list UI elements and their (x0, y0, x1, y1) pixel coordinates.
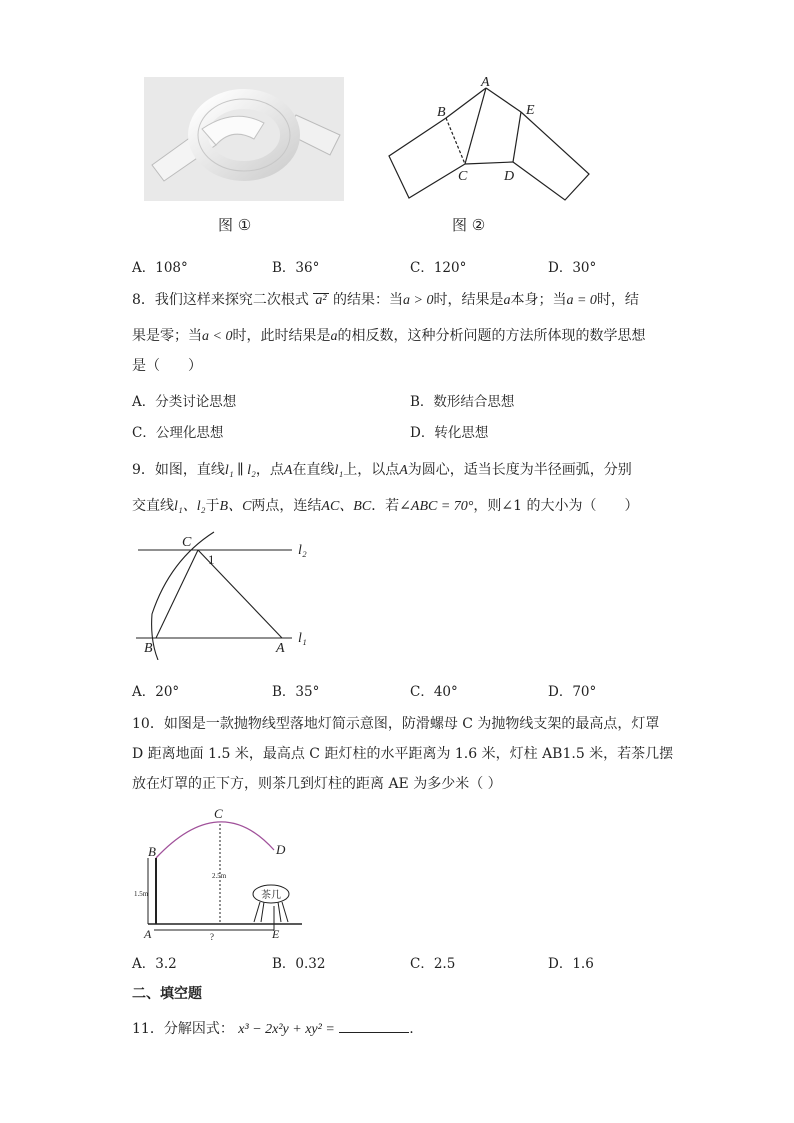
q11-answer-blank[interactable] (339, 1018, 409, 1033)
figure-2-caption: 图 ② (452, 216, 486, 234)
svg-text:A: A (276, 641, 285, 656)
q7-option-d[interactable]: D．30° (548, 260, 597, 276)
q10-figure (130, 802, 310, 942)
fig2-label-b: B (437, 105, 446, 120)
svg-text:l₁: l₁ (298, 631, 307, 646)
figure-2-diagram (385, 76, 595, 206)
svg-text:1: 1 (208, 552, 215, 567)
svg-text:C: C (214, 806, 223, 821)
q7-option-c[interactable]: C．120° (410, 260, 467, 276)
fig2-label-e: E (526, 103, 535, 118)
q7-option-a[interactable]: A．108° (132, 260, 188, 276)
q10-option-a[interactable]: A．3.2 (132, 956, 177, 972)
q9-line-2: 交直线l₁、l₂于B、C两点，连结AC、BC．若∠ABC = 70°，则∠1 的大小为（ ） (132, 498, 639, 514)
q8-option-c[interactable]: C．公理化思想 (132, 425, 224, 441)
q9-figure (130, 530, 330, 660)
svg-text:A: A (144, 927, 152, 941)
q11-line: 11．分解因式： x³ − 2x²y + xy² = . (132, 1018, 414, 1040)
q7-option-b[interactable]: B．36° (272, 260, 320, 276)
sqrt-expression: a² (315, 293, 327, 308)
q9-option-b[interactable]: B．35° (272, 684, 320, 700)
svg-text:E: E (272, 927, 280, 941)
svg-text:B: B (144, 641, 153, 656)
svg-text:C: C (182, 535, 192, 550)
q8-option-a[interactable]: A．分类讨论思想 (132, 394, 237, 410)
q9-line-1: 9．如图，直线l₁ ∥ l₂，点A在直线l₁上，以点A为圆心，适当长度为半径画弧，分别 (132, 462, 632, 478)
svg-text:D: D (276, 842, 286, 857)
q8-line-2: 果是零；当a < 0时，此时结果是a的相反数，这种分析问题的方法所体现的数学思想 (132, 328, 646, 344)
q8-option-b[interactable]: B．数形结合思想 (410, 394, 515, 410)
svg-text:茶几: 茶几 (261, 890, 281, 901)
q10-option-d[interactable]: D．1.6 (548, 956, 594, 972)
fig2-label-c: C (458, 169, 468, 184)
q9-option-a[interactable]: A．20° (132, 684, 180, 700)
q8-line-3: 是（ ） (132, 358, 202, 374)
figure-1-photo (144, 77, 344, 201)
section-title: 二、填空题 (132, 986, 202, 1002)
q9-option-c[interactable]: C．40° (410, 684, 458, 700)
q10-line-1: 10．如图是一款抛物线型落地灯简示意图，防滑螺母 C 为抛物线支架的最高点，灯罩 (132, 716, 660, 732)
svg-text:B: B (148, 844, 156, 859)
q10-option-b[interactable]: B．0.32 (272, 956, 326, 972)
svg-text:l₂: l₂ (298, 543, 307, 558)
q10-line-3: 放在灯罩的正下方，则茶几到灯柱的距离 AE 为多少米（ ） (132, 776, 502, 792)
figure-1-caption: 图 ① (218, 216, 252, 234)
svg-text:1.5m: 1.5m (134, 890, 149, 898)
svg-text:?: ? (210, 932, 214, 942)
q10-option-c[interactable]: C．2.5 (410, 956, 456, 972)
svg-text:2.5m: 2.5m (212, 872, 227, 880)
q8-option-d[interactable]: D．转化思想 (410, 425, 489, 441)
q8-line-1: 8．我们这样来探究二次根式 a² 的结果：当a > 0时，结果是a本身；当a = 0时，结 (132, 292, 639, 308)
q9-option-d[interactable]: D．70° (548, 684, 597, 700)
q10-line-2: D 距离地面 1.5 米，最高点 C 距灯柱的水平距离为 1.6 米，灯柱 AB1.5 米，若茶几摆 (132, 746, 674, 762)
fig2-label-a: A (481, 76, 490, 90)
fig2-label-d: D (504, 169, 515, 184)
